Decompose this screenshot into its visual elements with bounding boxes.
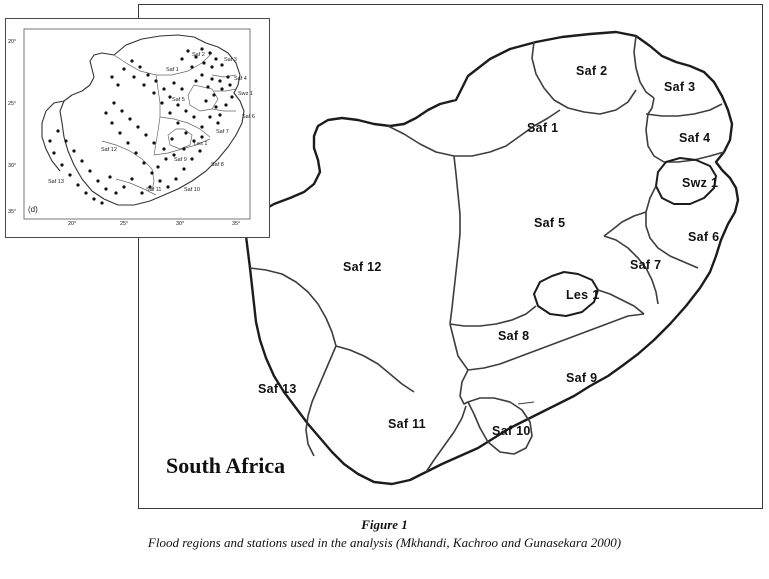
figure-caption — [0, 516, 769, 552]
region-label-saf12: Saf 12 — [343, 260, 382, 274]
inset-tick-lon-20: 20° — [68, 221, 77, 227]
inset-tick-lon-30: 30° — [176, 221, 185, 227]
region-label-saf5: Saf 5 — [534, 216, 566, 230]
inset-label-saf4: Saf 4 — [234, 76, 247, 82]
figure-caption-title: Figure 1 — [361, 517, 408, 532]
inset-label-saf1: Saf 1 — [166, 67, 179, 73]
inset-label-saf3: Saf 3 — [224, 57, 237, 63]
region-label-saf8: Saf 9 — [566, 371, 598, 385]
region-label-saf3: Saf 3 — [664, 80, 696, 94]
inset-tick-lon-25: 25° — [120, 221, 129, 227]
inset-label-saf13: Saf 13 — [48, 179, 64, 185]
inset-tick-lat-25: 25° — [8, 101, 17, 107]
inset-label-saf9: Saf 9 — [174, 157, 187, 163]
inset-label-saf8: Saf 8 — [211, 162, 224, 168]
region-label-swz1: Swz 1 — [682, 176, 719, 190]
region-label-saf9: Saf 8 — [498, 329, 530, 343]
inset-label-swz1: Swz 1 — [238, 91, 253, 97]
inset-label-saf7: Saf 7 — [216, 129, 229, 135]
inset-label-saf6: Saf 6 — [242, 114, 255, 120]
inset-label-saf10: Saf 10 — [184, 187, 200, 193]
inset-label-saf2: Saf 2 — [192, 52, 205, 58]
region-label-saf6: Saf 6 — [688, 230, 720, 244]
inset-station-map — [6, 19, 269, 237]
region-label-les1: Les 1 — [566, 288, 600, 302]
inset-map-frame — [5, 18, 270, 238]
region-label-saf7: Saf 7 — [630, 258, 662, 272]
inset-tick-lat-30: 30° — [8, 163, 17, 169]
inset-tick-lon-35: 35° — [232, 221, 241, 227]
inset-label-saf11: Saf 11 — [146, 187, 162, 193]
region-label-saf11: Saf 11 — [388, 417, 426, 431]
country-outline — [246, 32, 738, 484]
inset-label-saf12: Saf 12 — [101, 147, 117, 153]
inset-tick-lat-35: 35° — [8, 209, 17, 215]
region-label-saf1: Saf 1 — [527, 121, 559, 135]
country-label: South Africa — [166, 453, 286, 478]
region-label-saf10: Saf 10 — [492, 424, 531, 438]
region-label-saf4: Saf 4 — [679, 131, 711, 145]
figure-caption-text: Flood regions and stations used in the analysis (Mkhandi, Kachroo and Gunasekara 2000) — [147, 535, 622, 550]
region-label-saf13: Saf 13 — [258, 382, 297, 396]
inset-tick-lat-20: 20° — [8, 39, 17, 45]
inset-label-les1: Les 1 — [194, 141, 208, 147]
inset-label-saf5: Saf 5 — [172, 97, 185, 103]
region-label-saf2: Saf 2 — [576, 64, 608, 78]
inset-panel-tag: (d) — [28, 205, 38, 214]
